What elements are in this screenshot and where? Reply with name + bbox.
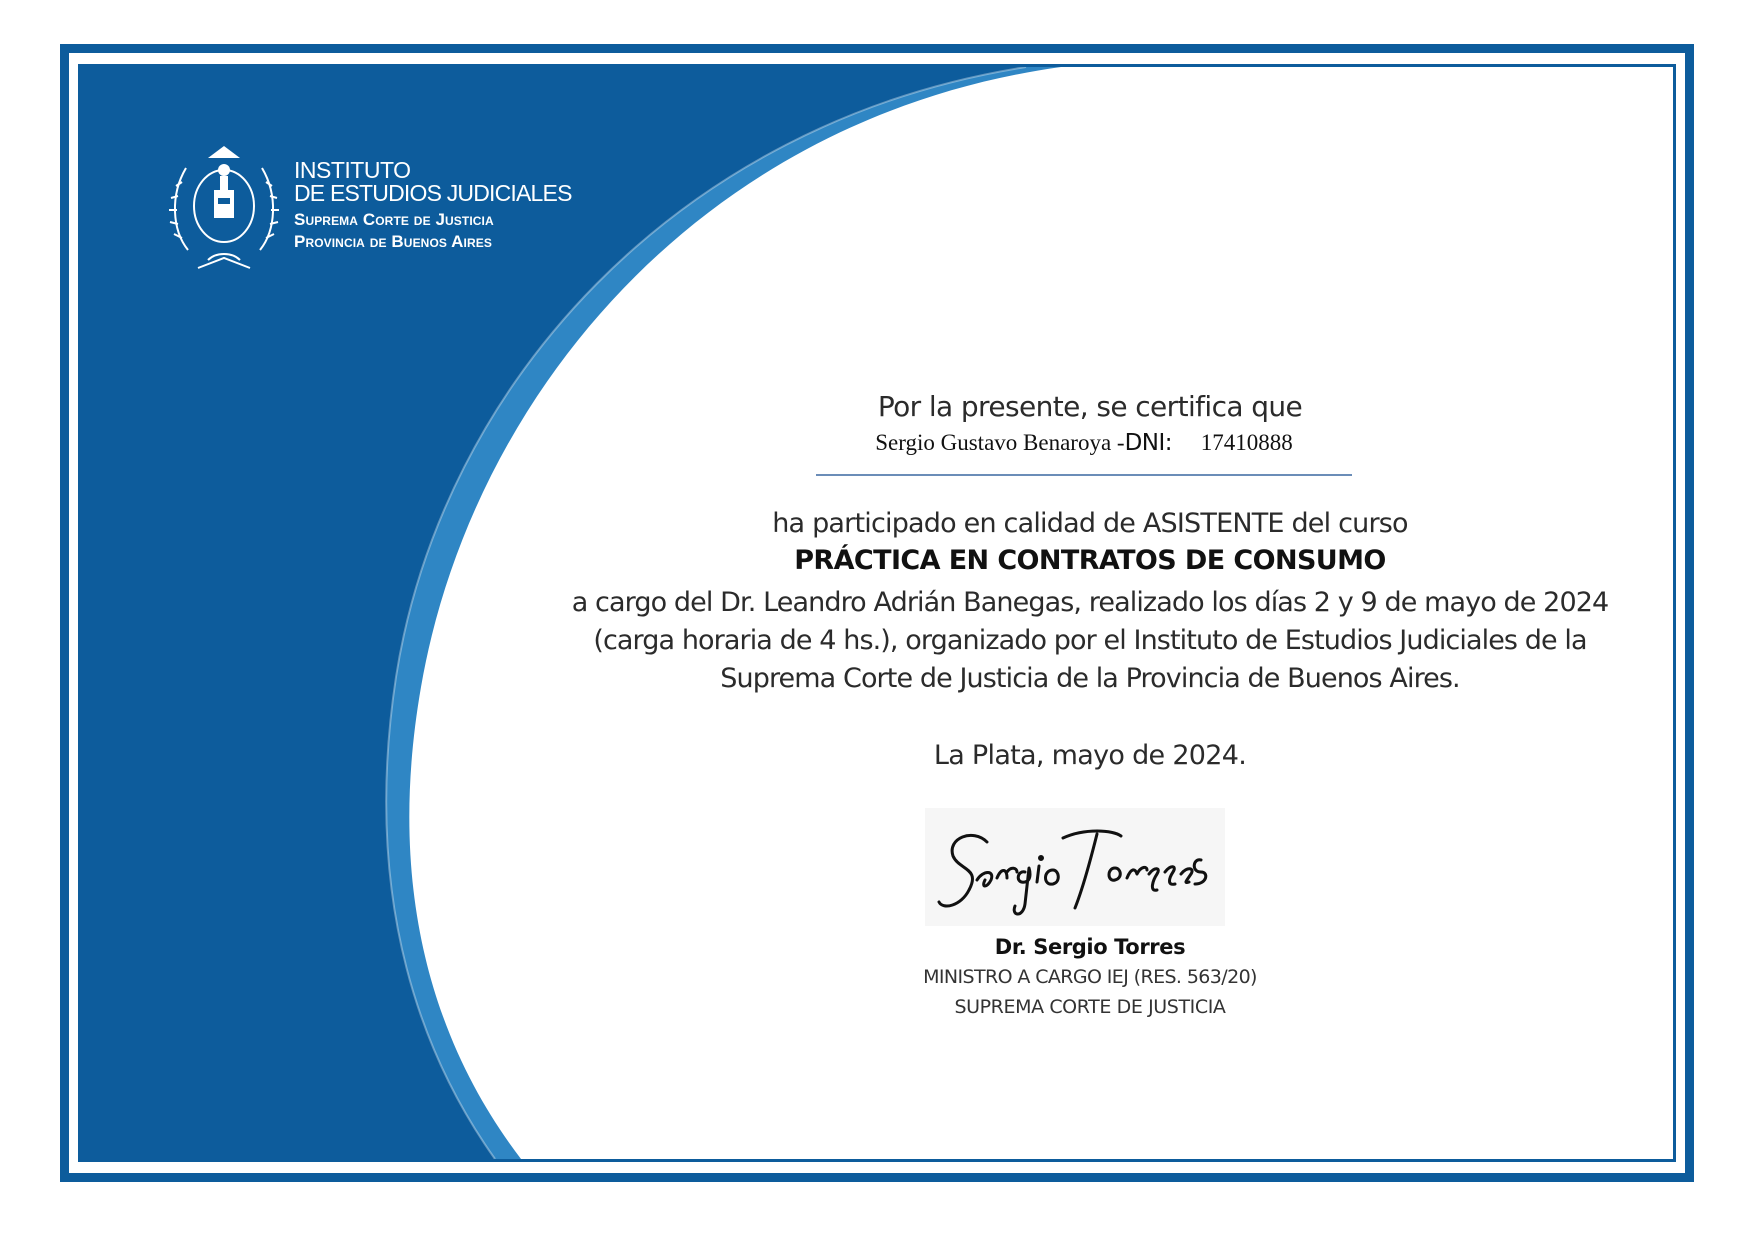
course-details-line-1: a cargo del Dr. Leandro Adrián Banegas, realizado los días 2 y 9 de mayo de 2024 [571,587,1609,618]
place-and-date: La Plata, mayo de 2024. [933,740,1247,771]
signer-organization: SUPREMA CORTE DE JUSTICIA [954,996,1226,1018]
course-title: PRÁCTICA EN CONTRATOS DE CONSUMO [794,545,1386,576]
dni-value: 17410888 [1200,430,1293,455]
signer-name: Dr. Sergio Torres [994,935,1186,959]
certificate-intro: Por la presente, se certifica que [877,390,1303,423]
signer-role: MINISTRO A CARGO IEJ (RES. 563/20) [923,966,1257,988]
institute-logo-text [294,158,572,253]
logo-line-suprema-corte: Suprema Corte de Justicia [294,210,494,229]
course-details-line-3: Suprema Corte de Justicia de la Provincia de Buenos Aires. [720,663,1460,694]
dni-label: DNI: [1124,430,1173,456]
participation-text: ha participado en calidad de ASISTENTE del curso [772,508,1408,539]
handwritten-signature [925,808,1225,926]
logo-line-provincia: Provincia de Buenos Aires [294,232,492,251]
course-details-line-2: (carga horaria de 4 hs.), organizado por el Instituto de Estudios Judiciales de la [593,625,1587,656]
course-details [470,584,1710,698]
logo-line-institute: INSTITUTO [294,157,411,183]
court-emblem-icon [168,140,280,276]
logo-line-estudios: DE ESTUDIOS JUDICIALES [294,180,572,206]
recipient-line [816,430,1352,476]
recipient-name: Sergio Gustavo Benaroya - [875,430,1125,455]
